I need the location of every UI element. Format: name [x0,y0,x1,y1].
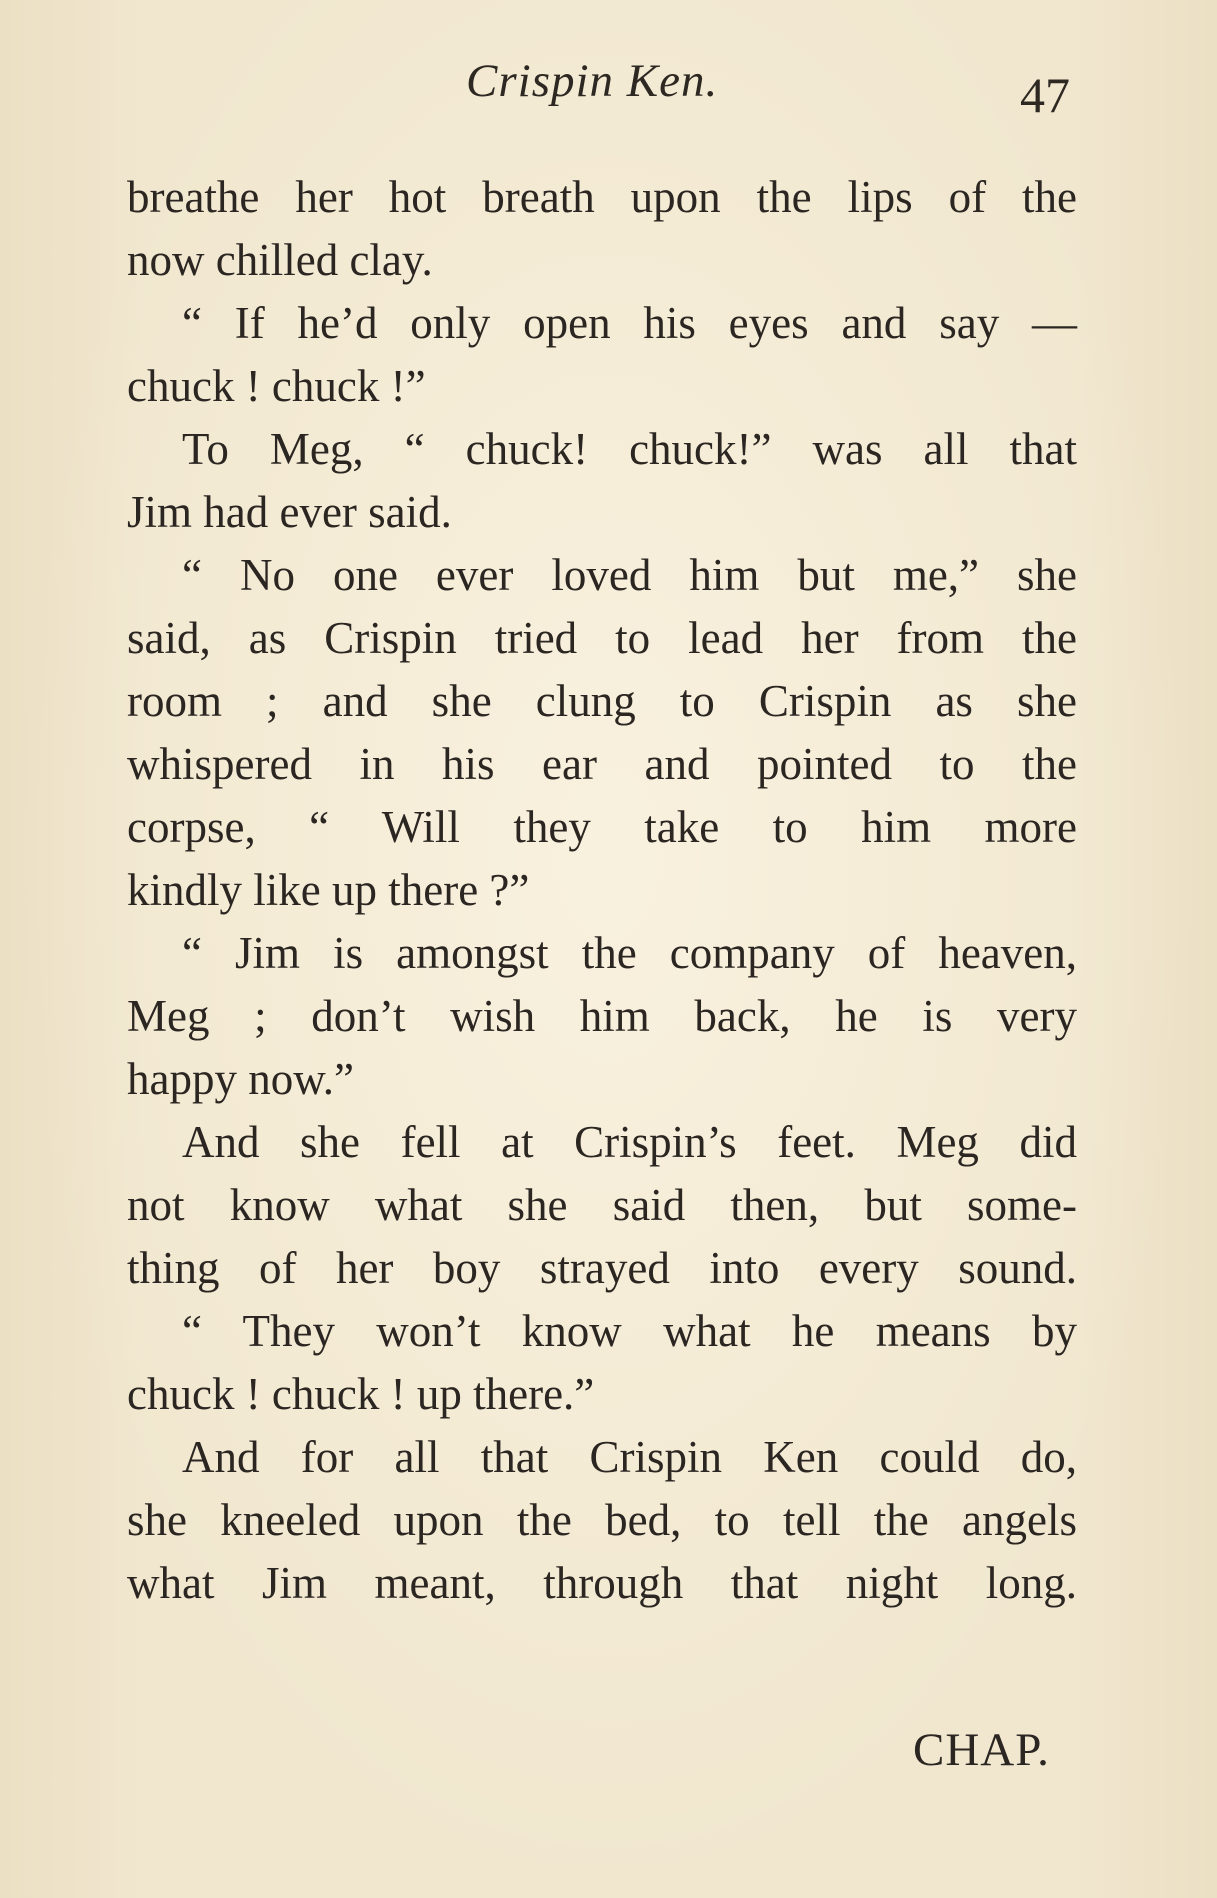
text-line: Jim had ever said. [127,487,452,537]
text-line: breathe her hot breath upon the lips of the [127,172,1077,222]
running-title: Crispin Ken. [466,55,719,107]
text-line: room ; and she clung to Crispin as she [127,676,1077,726]
text-line: “ If he’d only open his eyes and say — [182,298,1077,348]
text-line: “ They won’t know what he means by [182,1306,1077,1356]
text-line: whispered in his ear and pointed to the [127,739,1077,789]
page-number: 47 [1020,67,1070,123]
text-line: now chilled clay. [127,235,433,285]
text-line: kindly like up there ?” [127,865,530,915]
catchword: CHAP. [913,1724,1050,1776]
text-line: thing of her boy strayed into every sound. [127,1243,1077,1293]
text-line: corpse, “ Will they take to him more [127,802,1077,852]
text-line: To Meg, “ chuck! chuck!” was all that [182,424,1077,474]
text-line: Meg ; don’t wish him back, he is very [127,991,1077,1041]
text-line: not know what she said then, but some- [127,1180,1077,1230]
text-line: “ Jim is amongst the company of heaven, [182,928,1077,978]
text-line: And for all that Crispin Ken could do, [182,1432,1077,1482]
text-line: what Jim meant, through that night long. [127,1558,1077,1608]
text-line: said, as Crispin tried to lead her from the [127,613,1077,663]
text-line: happy now.” [127,1054,355,1104]
text-line: “ No one ever loved him but me,” she [182,550,1077,600]
text-line: chuck ! chuck !” [127,361,426,411]
page-header [0,46,1217,123]
text-line: chuck ! chuck ! up there.” [127,1369,595,1419]
text-line: she kneeled upon the bed, to tell the angels [127,1495,1077,1545]
body-text [127,166,1077,1615]
text-line: And she fell at Crispin’s feet. Meg did [182,1117,1077,1167]
